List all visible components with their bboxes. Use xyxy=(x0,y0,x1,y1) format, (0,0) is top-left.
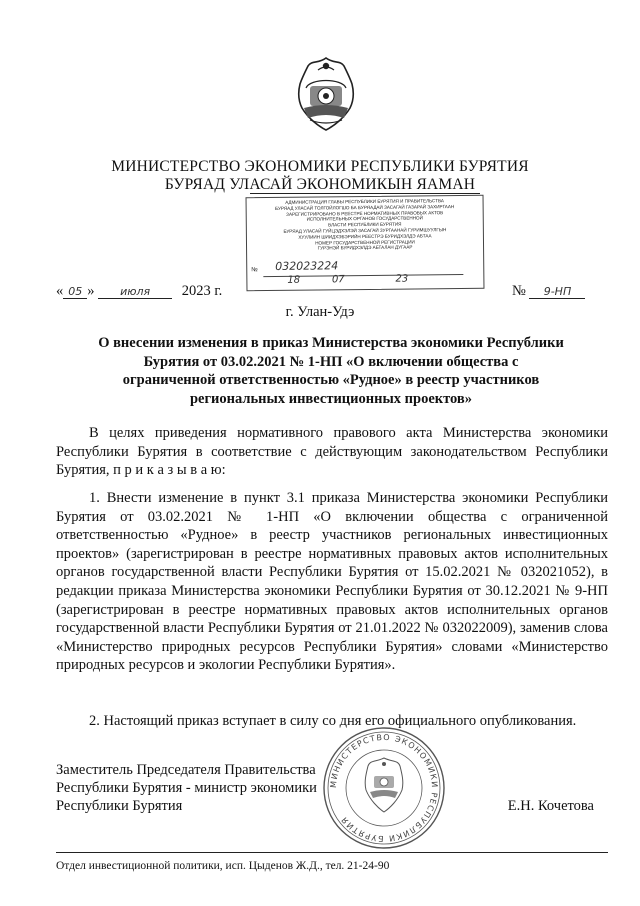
signatory-position-line1: Заместитель Председателя Правительства xyxy=(56,762,316,778)
clause-2-paragraph: 2. Настоящий приказ вступает в силу со дня его официального опубликования. xyxy=(89,713,577,729)
signatory-name: Е.Н. Кочетова xyxy=(507,798,594,814)
signature-block xyxy=(56,762,608,815)
stamp-line: ВЛАСТИ РЕСПУБЛИКИ БУРЯТИЯ xyxy=(328,221,402,228)
ministry-name-bur: БУРЯАД УЛАСАЙ ЭКОНОМИКЫН ЯАМАН xyxy=(164,176,476,193)
date-month: июля xyxy=(98,285,172,299)
ministry-name-ru: МИНИСТЕРСТВО ЭКОНОМИКИ РЕСПУБЛИКИ БУРЯТИЯ xyxy=(111,158,529,175)
coat-of-arms-emblem xyxy=(296,56,356,132)
stamp-line: АДМИНИСТРАЦИЯ ГЛАВЫ РЕСПУБЛИКИ БУРЯТИЯ И ПРАВИТЕЛЬСТВА xyxy=(285,198,444,205)
stamp-date xyxy=(287,273,409,286)
registration-stamp xyxy=(246,195,485,291)
signatory-position-line2: Республики Бурятия - министр экономики xyxy=(56,779,317,796)
executor-footer: Отдел инвестиционной политики, исп. Цыденов Ж.Д., тел. 21-24-90 xyxy=(56,860,390,872)
seal-ring-text: МИНИСТЕРСТВО ЭКОНОМИКИ РЕСПУБЛИКИ БУРЯТИЯ xyxy=(328,732,440,844)
stamp-date-month: 07 xyxy=(331,274,345,286)
clause-1-paragraph: 1. Внести изменение в пункт 3.1 приказа Министерства экономики Республики Бурятия от 03.02.2021 № 1-НП «О включении общества с ограниченной ответственностью «Рудное» в реестр участников региональных инвестиционных проектов» (зарегистрирован в реестре нормативных правовых актов исполнительных органов государственной власти Республики Бурятия от 15.02.2021 № 032021052), в редакции приказа Министерства экономики Республики Бурятия от 30.12.2021 № 9-НП (зарегистрирован в реестре нормативных правовых актов исполнительных органов государственной власти Республики Бурятия от 21.01.2022 № 032022009), заменив слова «Министерство природных ресурсов Республики Бурятия» словами «Министерство природных ресурсов и экологии Республики Бурятия». xyxy=(56,490,608,674)
preamble-paragraph: В целях приведения нормативного правового акта Министерства экономики Республики Бурятия в соответствие с действующим законодательством Республики Бурятия, п р и к а з ы в а ю: xyxy=(56,425,608,479)
stamp-line: НОМЕР ГОСУДАРСТВЕННОЙ РЕГИСТРАЦИИ xyxy=(315,239,415,246)
order-number-value: 9-НП xyxy=(529,285,585,299)
footer-divider xyxy=(56,852,608,853)
stamp-line: БУРЯАД УЛАСАЙ ГУЙЦЭДХЭЛЭЙ ЗАСАГАЙ ЗУРГААНАЙ ГУРИМШУУЛГЫН xyxy=(283,227,447,234)
date-year: 2023 г. xyxy=(181,283,223,299)
stamp-line: БУРЯАД УЛАСАЙ ТОЛГОЙЛОГШО БА БУРЯАДАЙ ЗАСАГАЙ ГАЗАРАЙ ЗАХИРГААН xyxy=(275,203,455,211)
stamp-line: ИСПОЛНИТЕЛЬНЫХ ОРГАНОВ ГОСУДАРСТВЕННОЙ xyxy=(306,215,423,223)
order-number-label: № xyxy=(512,283,526,299)
order-date xyxy=(56,283,222,300)
order-number xyxy=(512,283,585,300)
signatory-position-line3: Республики Бурятия xyxy=(56,797,183,814)
stamp-line: ГУРЭНЭЙ БУРИДХЭЛДЭ АБТАЛАН ДУГААР xyxy=(317,244,413,251)
stamp-line: ХУУЛИИН ШИИДХЭБЭРИЙН РЕЕСТРЭ БУРИДХЭЛДЭ АБТАА xyxy=(298,233,432,240)
order-title: О внесении изменения в приказ Министерства экономики Республики Бурятия от 03.02.2021 № 1-НП «О включении общества с ограниченной ответственностью «Рудное» в реестр участников региональных инвестиционных проектов» xyxy=(98,335,564,407)
date-day: 05 xyxy=(63,285,87,299)
date-open-quote: « xyxy=(56,283,64,299)
stamp-date-year: 23 xyxy=(395,273,409,285)
city: г. Улан-Удэ xyxy=(285,304,355,320)
stamp-registration-number: 032023224 xyxy=(275,259,339,273)
header-divider xyxy=(250,193,480,194)
stamp-line: ЗАРЕГИСТРИРОВАНО В РЕЕСТРЕ НОРМАТИВНЫХ ПРАВОВЫХ АКТОВ xyxy=(286,209,444,217)
date-close-quote: » xyxy=(87,283,95,299)
stamp-number-label: № xyxy=(251,267,258,274)
stamp-date-day: 18 xyxy=(287,274,301,286)
